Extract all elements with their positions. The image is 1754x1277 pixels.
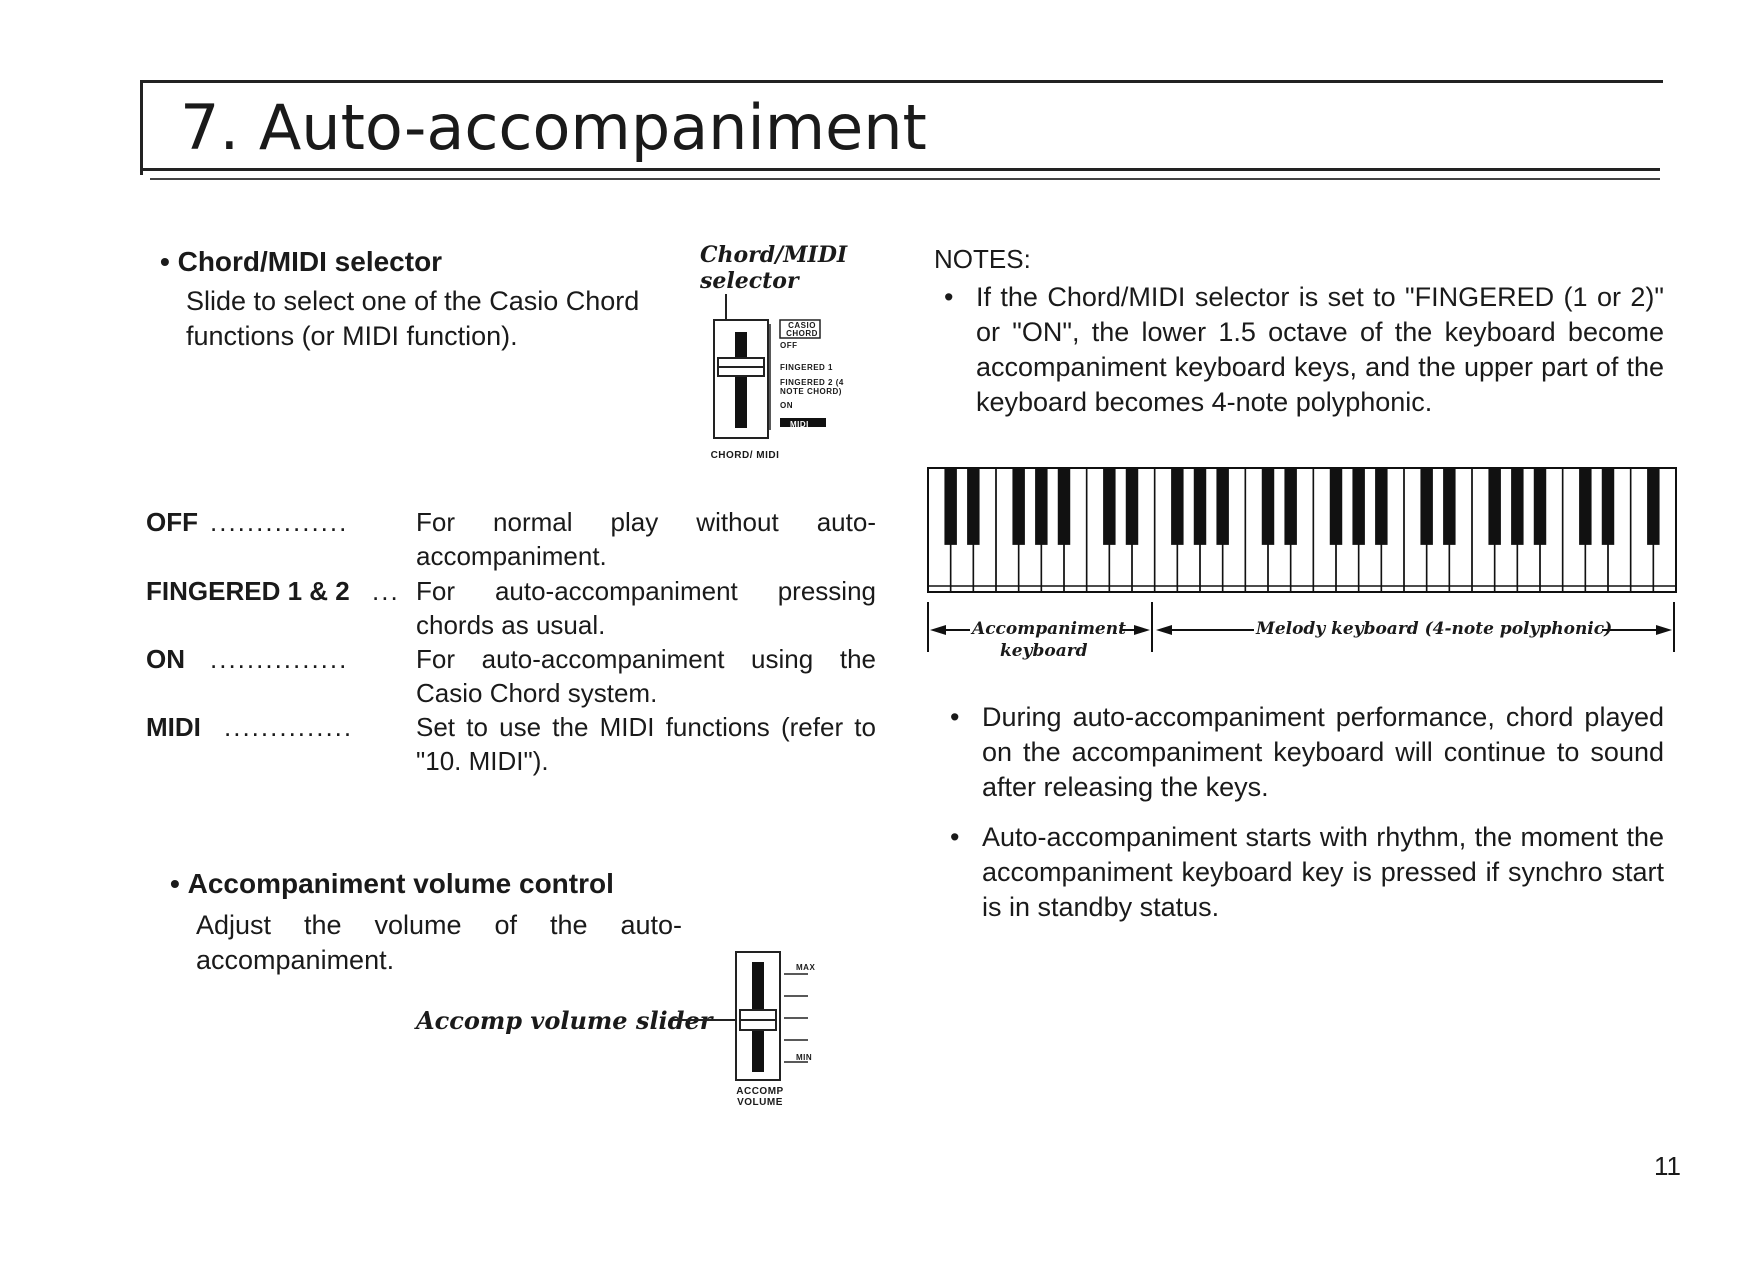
title-rule-secondary — [150, 178, 1660, 180]
fingered-2-label: FINGERED 2 (4 NOTE CHORD) — [780, 378, 844, 396]
black-key — [1262, 468, 1274, 545]
black-key — [1375, 468, 1387, 545]
black-key — [944, 468, 956, 545]
volume-heading: • Accompaniment volume control — [170, 868, 614, 899]
notes-heading: NOTES: — [934, 244, 1031, 274]
volume-min-label: MIN — [796, 1053, 813, 1062]
note-3: • Auto-accompaniment starts with rhythm, the moment the accompaniment keyboard key is pressed if synchro start is in standby status. — [950, 822, 1664, 922]
page-title: 7. Auto-accompaniment — [180, 91, 927, 164]
page-number: 11 — [1654, 1151, 1681, 1181]
off-label: OFF — [780, 341, 798, 350]
accomp-keyboard-label: Accompaniment — [972, 619, 1126, 639]
accomp-keyboard-label-2: keyboard — [1000, 641, 1088, 661]
chord-midi-heading: • Chord/MIDI selector — [160, 246, 443, 277]
black-key — [1420, 468, 1432, 545]
bullet-icon: • — [170, 868, 188, 899]
bullet-icon: • — [160, 246, 178, 277]
chord-midi-bottom-label: CHORD/ MIDI — [710, 450, 780, 461]
black-key — [1534, 468, 1546, 545]
bullet-icon: • — [950, 702, 960, 732]
definition-on: ON ............... For auto-accompaniment using the Casio Chord system. — [146, 644, 876, 708]
black-key — [967, 468, 979, 545]
bullet-icon: • — [950, 822, 960, 852]
black-key — [1511, 468, 1523, 545]
note-1: • If the Chord/MIDI selector is set to "FINGERED (1 or 2)" or "ON", the lower 1.5 octave of the keyboard become accompaniment keyboard keys, and the upper part of the keyboard becomes 4-note polyphonic. — [944, 282, 1664, 417]
black-key — [1171, 468, 1183, 545]
black-key — [1216, 468, 1228, 545]
midi-label: MIDI — [790, 420, 809, 429]
title-rule — [140, 168, 1660, 171]
definition-midi: MIDI .............. Set to use the MIDI functions (refer to "10. MIDI"). — [146, 712, 876, 776]
volume-description: Adjust the volume of the auto-accompaniment. — [196, 910, 682, 975]
volume-max-label: MAX — [796, 963, 816, 972]
black-key — [1488, 468, 1500, 545]
chord-midi-figure-caption: Chord/MIDI selector — [700, 242, 848, 294]
on-label: ON — [780, 401, 793, 410]
black-key — [1194, 468, 1206, 545]
black-key — [1284, 468, 1296, 545]
definition-fingered: FINGERED 1 & 2 ... For auto-accompaniment pressing chords as usual. — [146, 576, 876, 640]
chord-midi-description: Slide to select one of the Casio Chord functions (or MIDI function). — [186, 286, 640, 351]
black-key — [1103, 468, 1115, 545]
black-key — [1443, 468, 1455, 545]
black-key — [1035, 468, 1047, 545]
note-2: • During auto-accompaniment performance, chord played on the accompaniment keyboard will continue to sound after releasing the keys. — [950, 702, 1664, 802]
black-key — [1330, 468, 1342, 545]
volume-slider-label: Accomp volume slider — [416, 1006, 713, 1035]
casio-chord-label: CASIO CHORD — [786, 321, 818, 338]
volume-bottom-label: ACCOMP VOLUME — [736, 1086, 784, 1108]
black-key — [1058, 468, 1070, 545]
melody-keyboard-label: Melody keyboard (4-note polyphonic) — [1256, 619, 1613, 639]
fingered-1-label: FINGERED 1 — [780, 363, 834, 372]
black-key — [1602, 468, 1614, 545]
black-key — [1126, 468, 1138, 545]
black-key — [1352, 468, 1364, 545]
keyboard-diagram — [924, 458, 1680, 608]
bullet-icon: • — [944, 282, 954, 312]
black-key — [1012, 468, 1024, 545]
definition-off: OFF ............... For normal play without auto-accompaniment. — [146, 507, 876, 571]
black-key — [1647, 468, 1659, 545]
black-key — [1579, 468, 1591, 545]
